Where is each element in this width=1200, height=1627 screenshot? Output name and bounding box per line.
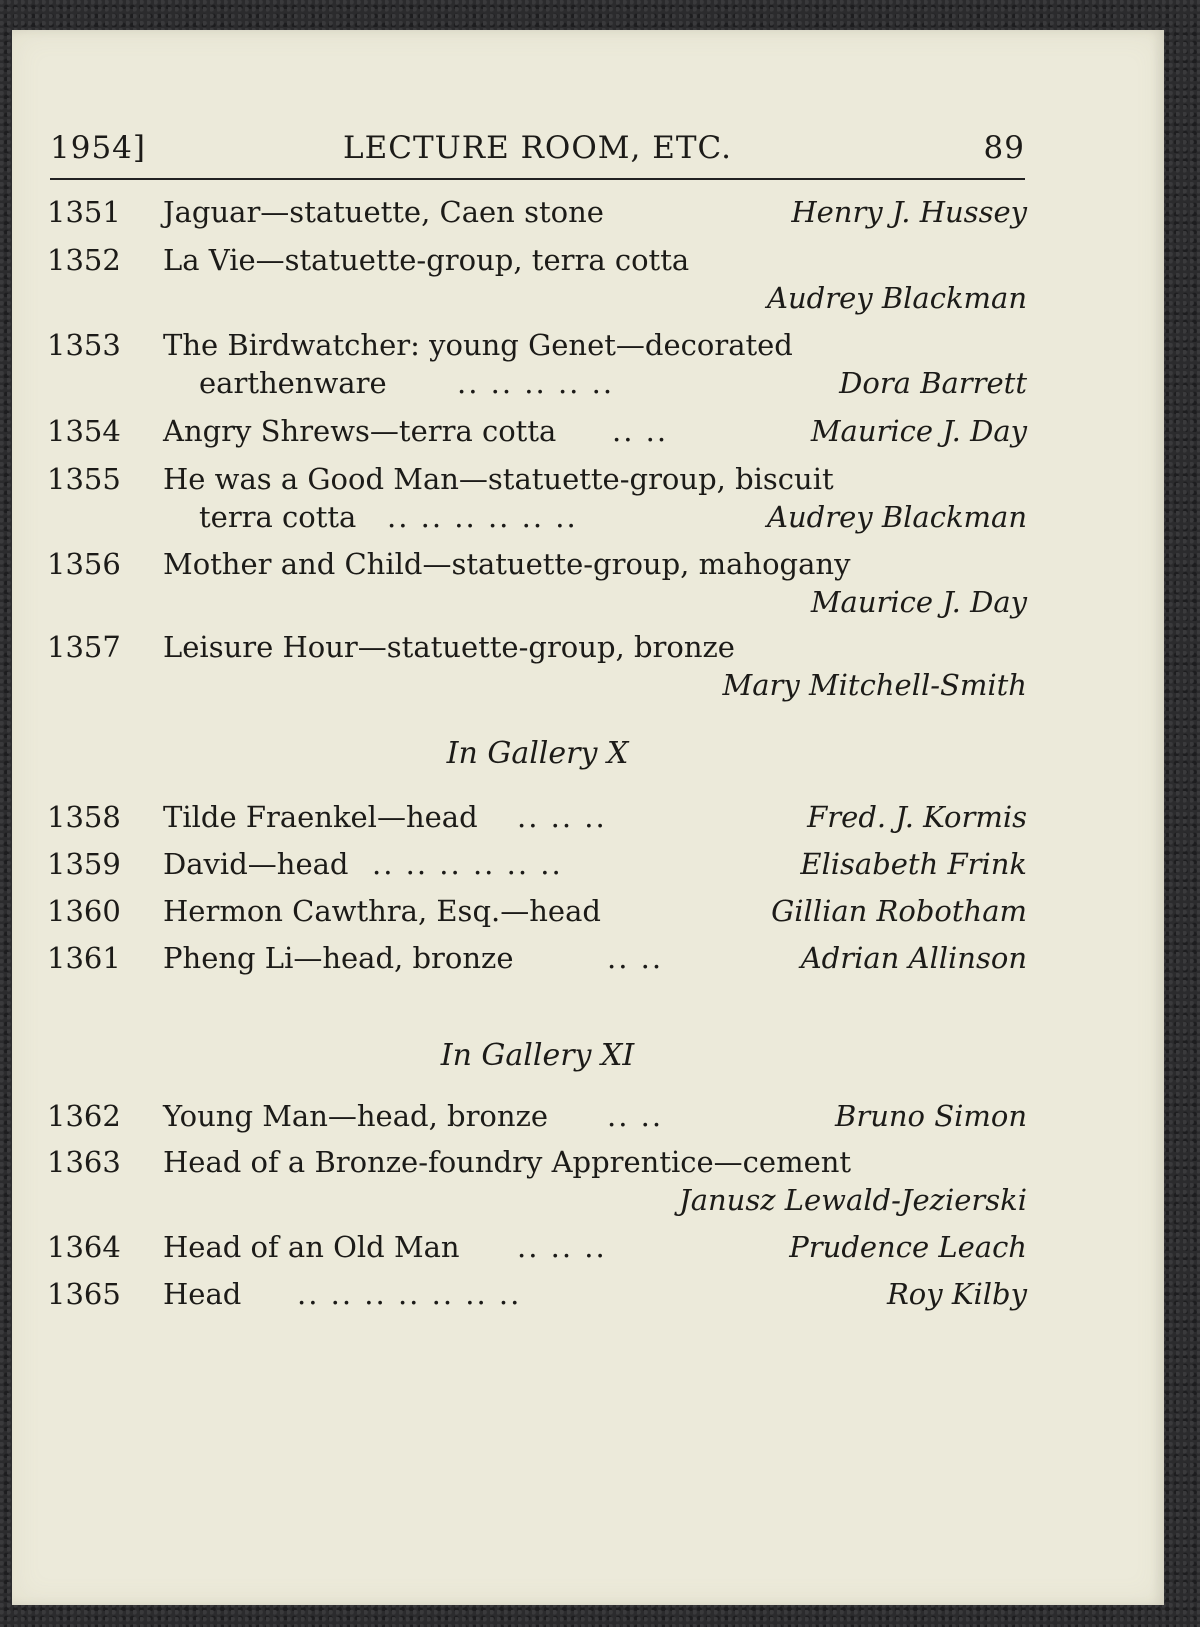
- entry-number: 1361: [47, 941, 121, 975]
- leader-dots: .. .. .. .. .. ..: [372, 847, 563, 881]
- running-header: [50, 130, 1025, 174]
- entry-artist: Mary Mitchell-Smith: [722, 668, 1027, 702]
- entry-number: 1364: [47, 1230, 121, 1264]
- entry-artist: Roy Kilby: [886, 1277, 1027, 1311]
- entry-number: 1355: [47, 462, 121, 496]
- gallery-heading: In Gallery XI: [440, 1038, 635, 1073]
- entry-number: 1363: [47, 1145, 121, 1179]
- leader-dots: .. .. .. .. ..: [457, 366, 615, 400]
- entry-artist: Bruno Simon: [835, 1099, 1027, 1133]
- leader-dots: .. .. .. .. .. ..: [387, 500, 578, 534]
- entry-title: Pheng Li—head, bronze: [163, 941, 514, 975]
- entry-number: 1351: [47, 195, 121, 229]
- entry-number: 1360: [47, 894, 121, 928]
- entry-artist: Dora Barrett: [839, 366, 1027, 400]
- entry-title: Head: [163, 1277, 242, 1311]
- entry-title-continuation: earthenware: [199, 366, 387, 400]
- leader-dots: .. ..: [607, 1099, 664, 1133]
- entry-title: Hermon Cawthra, Esq.—head: [163, 894, 601, 928]
- entry-number: 1358: [47, 800, 121, 834]
- entry-title: Jaguar—statuette, Caen stone: [163, 195, 604, 229]
- entry-title: Leisure Hour—statuette-group, bronze: [163, 630, 735, 664]
- entry-title: Angry Shrews—terra cotta: [163, 414, 557, 448]
- header-rule: [50, 178, 1025, 180]
- entry-number: 1352: [47, 243, 121, 277]
- page-number: 89: [983, 130, 1025, 166]
- gallery-heading: In Gallery X: [446, 736, 629, 771]
- entry-title-continuation: terra cotta: [199, 500, 357, 534]
- entry-artist: Gillian Robotham: [771, 894, 1027, 928]
- entry-artist: Elisabeth Frink: [800, 847, 1027, 881]
- entry-artist: Audrey Blackman: [767, 500, 1027, 534]
- entry-title: Head of an Old Man: [163, 1230, 460, 1264]
- entry-artist: Janusz Lewald-Jezierski: [679, 1183, 1027, 1217]
- entry-number: 1357: [47, 630, 121, 664]
- entry-artist: Audrey Blackman: [767, 281, 1027, 315]
- leader-dots: .. .. ..: [517, 1230, 607, 1264]
- entry-artist: Maurice J. Day: [810, 414, 1027, 448]
- entry-title: Head of a Bronze-foundry Apprentice—cement: [163, 1145, 852, 1179]
- entry-title: He was a Good Man—statuette-group, biscuit: [163, 462, 834, 496]
- header-year: 1954]: [50, 130, 146, 166]
- entry-number: 1359: [47, 847, 121, 881]
- entry-title: Mother and Child—statuette-group, mahogany: [163, 547, 851, 581]
- entry-artist: Henry J. Hussey: [791, 195, 1027, 229]
- entry-number: 1365: [47, 1277, 121, 1311]
- entry-title: David—head: [163, 847, 349, 881]
- entry-artist: Fred. J. Kormis: [807, 800, 1027, 834]
- header-title: LECTURE ROOM, ETC.: [343, 130, 732, 166]
- entry-title: Young Man—head, bronze: [163, 1099, 549, 1133]
- entry-title: The Birdwatcher: young Genet—decorated: [163, 328, 793, 362]
- entry-number: 1353: [47, 328, 121, 362]
- leader-dots: .. .. .. .. .. .. ..: [297, 1277, 522, 1311]
- catalogue-page: [12, 30, 1164, 1605]
- leader-dots: .. ..: [612, 414, 669, 448]
- entry-artist: Maurice J. Day: [810, 585, 1027, 619]
- entry-number: 1356: [47, 547, 121, 581]
- leader-dots: .. ..: [607, 941, 664, 975]
- entry-artist: Prudence Leach: [789, 1230, 1027, 1264]
- leader-dots: .. .. ..: [517, 800, 607, 834]
- entry-number: 1354: [47, 414, 121, 448]
- entry-title: Tilde Fraenkel—head: [163, 800, 478, 834]
- entry-number: 1362: [47, 1099, 121, 1133]
- entry-artist: Adrian Allinson: [800, 941, 1027, 975]
- entry-title: La Vie—statuette-group, terra cotta: [163, 243, 690, 277]
